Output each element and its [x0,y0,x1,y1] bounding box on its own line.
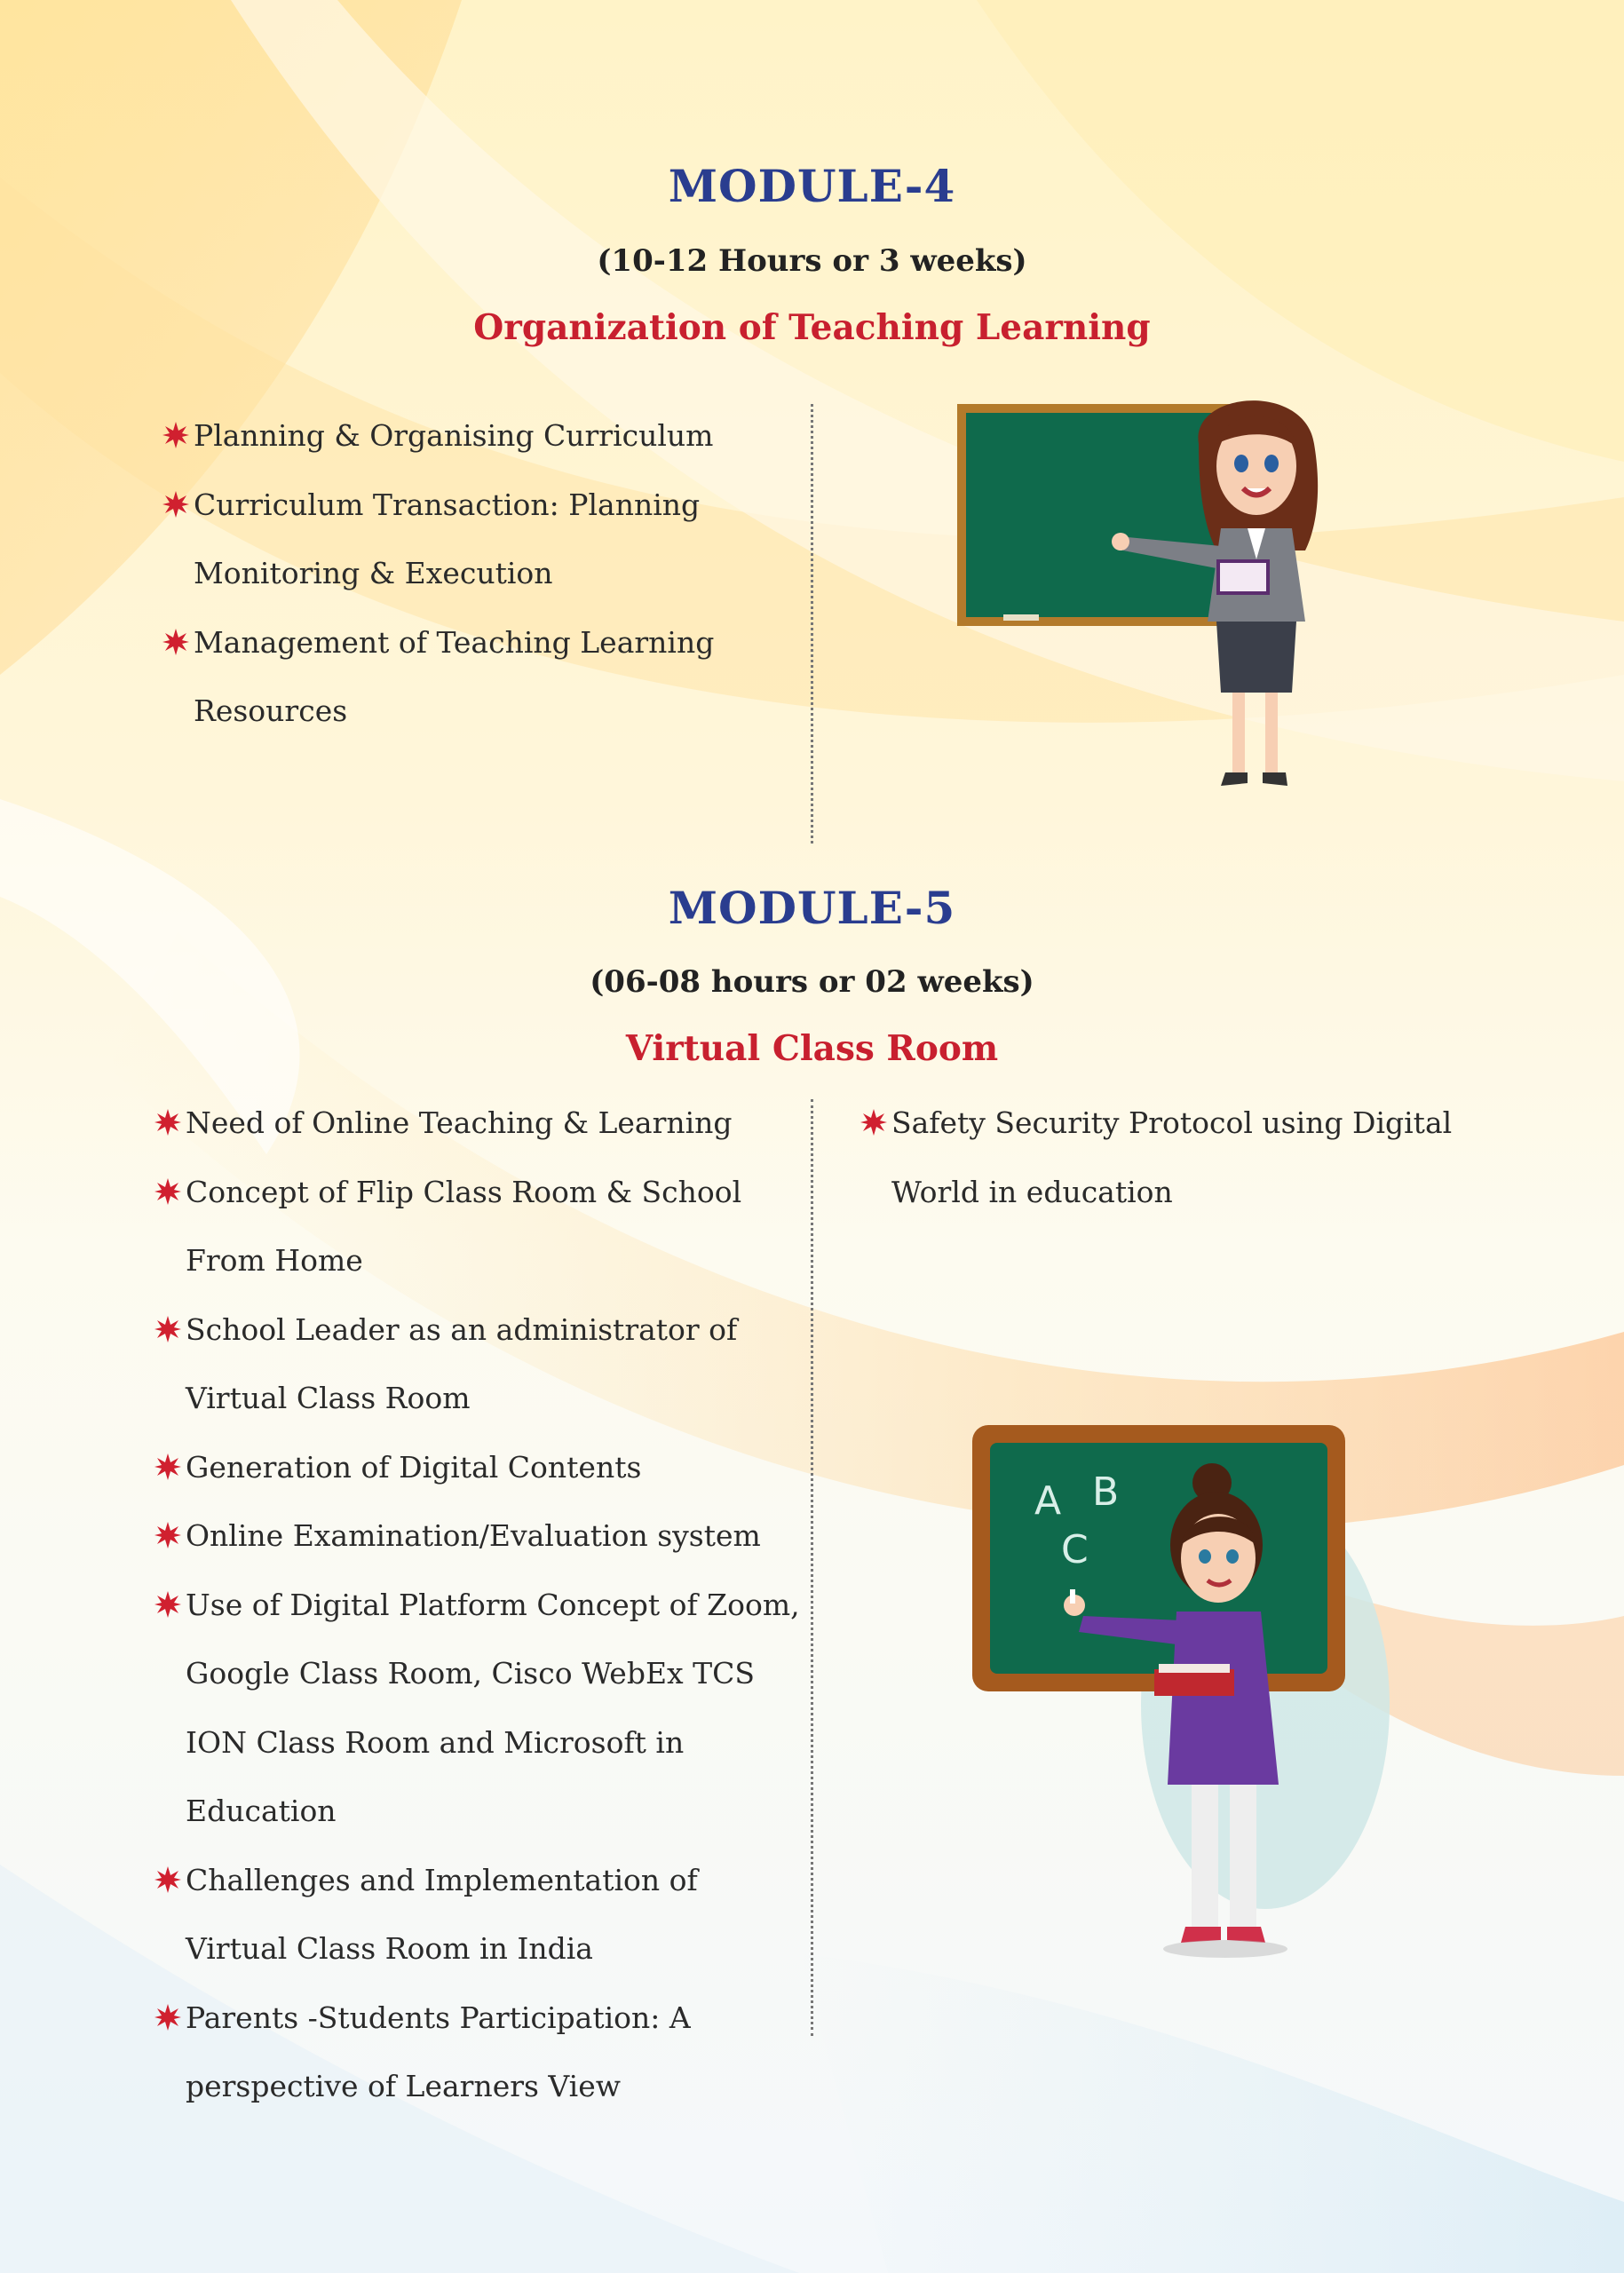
red-star-burst-icon [154,1177,182,1206]
module5-right-topic-list [860,1089,1463,1226]
list-item: Need of Online Teaching & Learning [154,1089,802,1158]
red-star-burst-icon [162,490,190,519]
teacher-writing-abc-illustration [959,1412,1403,2016]
list-item: Management of Teaching Learning Resources [162,608,730,746]
module4-topic-list [162,401,730,746]
board-letter-a: A [1034,1478,1062,1524]
list-item: Concept of Flip Class Room & School From Home [154,1158,802,1295]
red-star-burst-icon [154,1315,182,1343]
red-star-burst-icon [154,1108,182,1136]
module4-title: MODULE-4 [668,160,956,212]
module5-hours: (06-08 hours or 02 weeks) [590,964,1034,1000]
red-star-burst-icon [154,1521,182,1549]
list-item: School Leader as an administrator of Virtual Class Room [154,1295,802,1433]
red-star-burst-icon [860,1108,888,1136]
red-star-burst-icon [154,2003,182,2031]
list-item: Parents -Students Participation: A perspective of Learners View [154,1984,802,2121]
list-item: Use of Digital Platform Concept of Zoom, Google Class Room, Cisco WebEx TCS ION Class Room and Microsoft in Education [154,1571,802,1846]
red-star-burst-icon [154,1590,182,1619]
list-item: Generation of Digital Contents [154,1433,802,1502]
list-item: Safety Security Protocol using Digital World in education [860,1089,1463,1226]
module4-hours: (10-12 Hours or 3 weeks) [597,243,1027,279]
module5-subtitle: Virtual Class Room [625,1028,999,1069]
list-item: Curriculum Transaction: Planning Monitoring & Execution [162,471,730,608]
teacher-with-chalkboard-illustration [950,382,1394,808]
module5-divider [811,1099,813,2036]
red-star-burst-icon [154,1865,182,1894]
module4-subtitle: Organization of Teaching Learning [473,307,1151,348]
list-item: Online Examination/Evaluation system [154,1501,802,1571]
list-item: Challenges and Implementation of Virtual Class Room in India [154,1846,802,1984]
red-star-burst-icon [154,1453,182,1481]
module5-title: MODULE-5 [668,882,956,934]
module4-divider [811,404,813,843]
board-letter-c: C [1061,1527,1089,1572]
red-star-burst-icon [162,628,190,656]
list-item: Planning & Organising Curriculum [162,401,730,471]
red-star-burst-icon [162,421,190,449]
board-letter-b: B [1092,1469,1120,1515]
module5-left-topic-list [154,1089,802,2121]
